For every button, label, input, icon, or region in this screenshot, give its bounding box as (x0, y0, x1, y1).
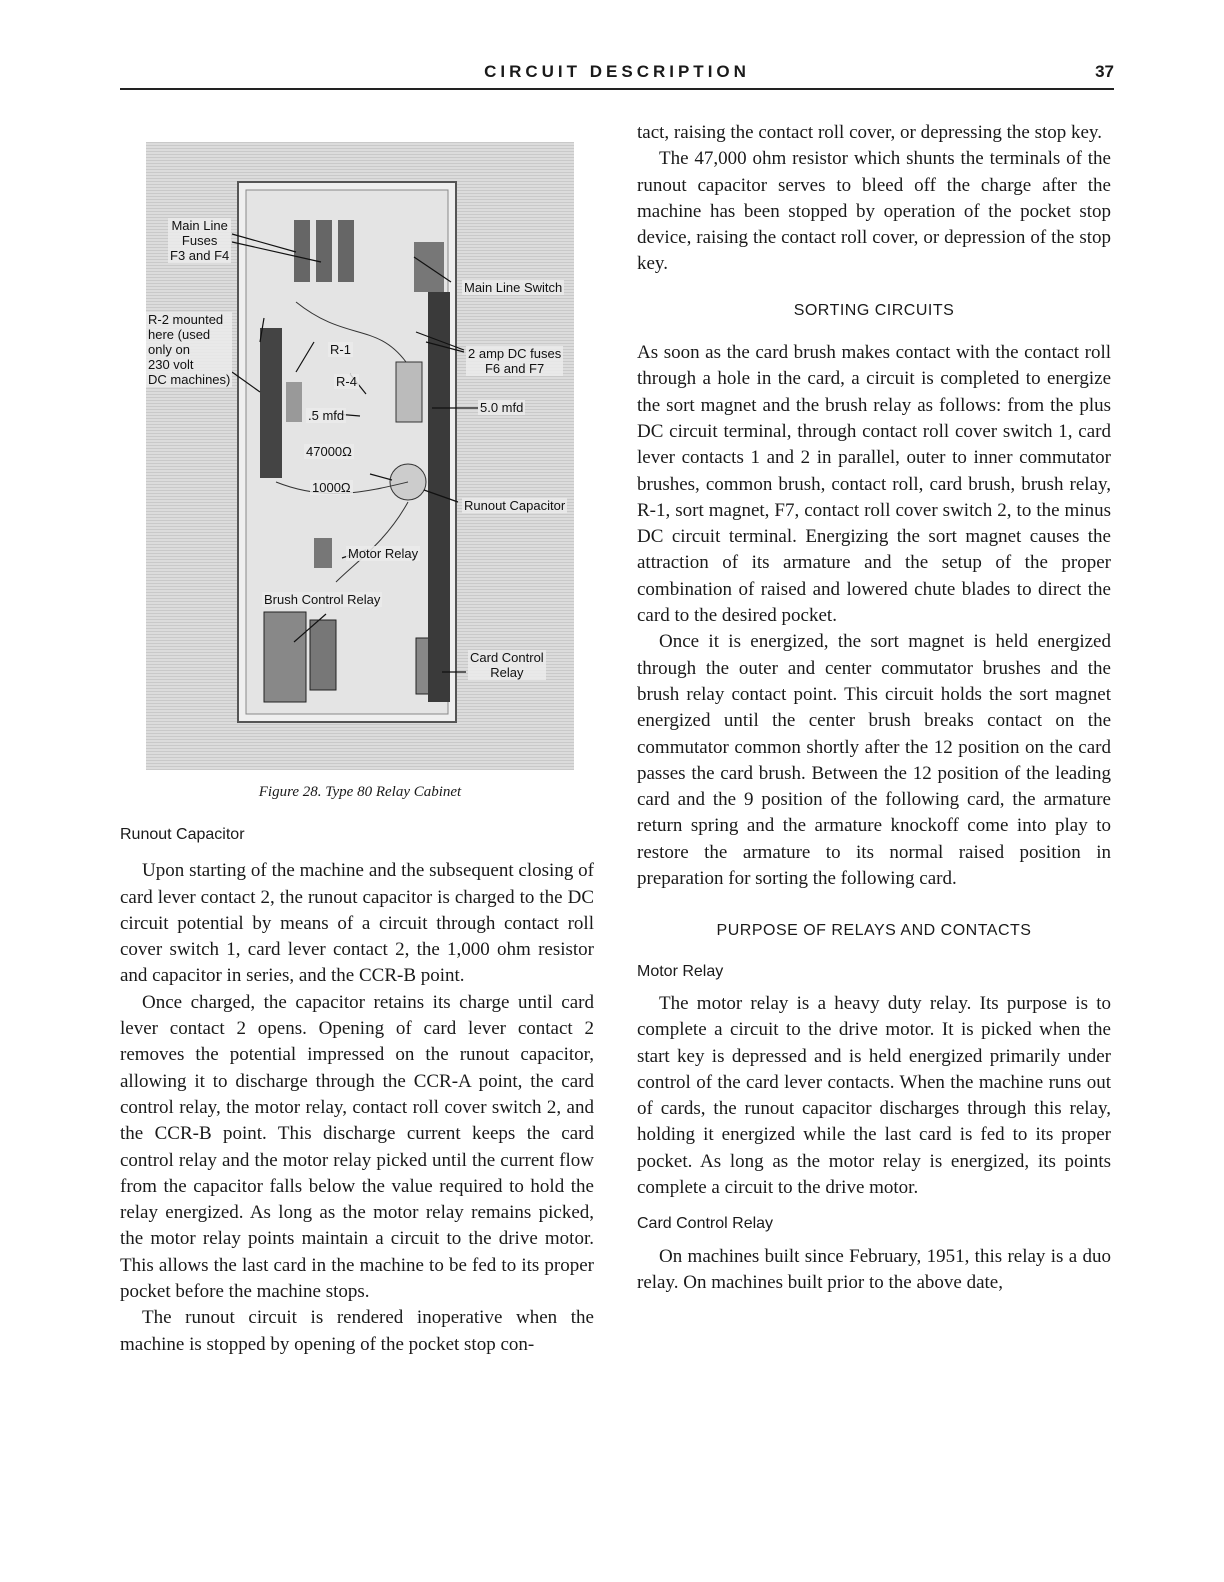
page-header (120, 60, 1114, 90)
heading-purpose-of-relays: PURPOSE OF RELAYS AND CONTACTS (716, 922, 1032, 940)
paragraph: tact, raising the contact roll cover, or depressing the stop key. (637, 122, 1102, 143)
label-r2-mounted: R-2 mounted here (used only on 230 volt DC machines) (148, 312, 231, 387)
label-dc-fuses: 2 amp DC fuses F6 and F7 (468, 346, 562, 376)
paragraph: As soon as the card brush makes contact with the contact roll through a hole in the card, a circuit is completed to energize the sort magnet and the brush relay as follows: from the plus DC circuit terminal, through contact roll cover switch 1, card lever contacts 1 and 2 in parallel, outer to inner commutator brushes, common brush, contact roll, card brush, brush relay, R-1, sort magnet, F7, contact roll cover switch 2, to the minus DC circuit terminal. Energizing the sort magnet causes the attraction of its armature and the setup of the proper combination of raised and lowered chute blades to direct the card to the desired pocket. (637, 342, 1111, 627)
paragraph: Upon starting of the machine and the subsequent closing of card lever contact 2, the runout capacitor is charged to the DC circuit potential by means of a circuit through contact roll cover switch 1, card lever contact 2, the 1,000 ohm resistor and capacitor in series, and the CCR-B point. (120, 860, 594, 987)
heading-motor-relay: Motor Relay (637, 962, 724, 980)
right-column (637, 120, 1111, 1296)
label-r4: R-4 (336, 374, 357, 389)
paragraph: Once charged, the capacitor retains its charge until card lever contact 2 opens. Opening of card lever contact 2 removes the potential impressed on the runout capacitor, allowing it to discharge through the CCR-A point, the card control relay, the motor relay, contact roll cover switch 2, and the CCR-B point. This discharge current keeps the card control relay and the motor relay picked until the current flow from the capacitor falls below the value required to hold the relay energized. As long as the motor relay remains picked, the motor relay points maintain a circuit to the drive motor. This allows the last card in the machine to be fed to its proper pocket before the machine stops. (120, 991, 594, 1303)
heading-card-control-relay: Card Control Relay (637, 1215, 774, 1233)
label-47000-ohm: 47000Ω (306, 444, 352, 459)
label-1000-ohm: 1000Ω (312, 480, 351, 495)
label-motor-relay: Motor Relay (348, 546, 419, 561)
label-r1: R-1 (330, 342, 351, 357)
paragraph: Once it is energized, the sort magnet is held energized through the outer and center commutator brushes and the brush relay contact point. This circuit holds the sort magnet energized until the center brush breaks contact on the commutator common shortly after the 12 position on the card passes the card brush. Between the 12 position of the leading card and the 9 position of the following card, the armature return spring and the armature knockoff come into play to restore the armature to its normal raised position in preparation for sorting the following card. (637, 631, 1111, 890)
heading-sorting-circuits: SORTING CIRCUITS (793, 301, 955, 319)
page-number: 37 (1095, 62, 1114, 81)
left-column (120, 822, 594, 1358)
paragraph: The runout circuit is rendered inoperative when the machine is stopped by opening of the pocket stop con- (120, 1307, 594, 1355)
paragraph: On machines built since February, 1951, this relay is a duo relay. On machines built prior to the above date, (637, 1245, 1111, 1293)
heading-runout-capacitor: Runout Capacitor (120, 826, 245, 843)
paragraph: The motor relay is a heavy duty relay. Its purpose is to complete a circuit to the drive motor. It is picked when the start key is depressed and is held energized primarily under control of the card lever contacts. When the machine runs out of cards, the runout capacitor discharges through this relay, holding it energized while the last card is fed to its proper pocket. As long as the motor relay is energized, its points complete a circuit to the drive motor. (637, 992, 1111, 1198)
label-main-line-fuses: Main Line Fuses F3 and F4 (170, 218, 230, 263)
running-title: CIRCUIT DESCRIPTION (484, 62, 750, 81)
label-runout-capacitor: Runout Capacitor (464, 498, 566, 513)
label-05-mfd: .5 mfd (308, 408, 345, 423)
paragraph: The 47,000 ohm resistor which shunts the terminals of the runout capacitor serves to bleed off the charge after the machine has been stopped by operation of the pocket stop device, raising the contact roll cover, or depression of the stop key. (637, 148, 1111, 275)
label-card-control-relay: Card Control Relay (470, 650, 544, 680)
figure-caption: Figure 28. Type 80 Relay Cabinet (258, 784, 462, 800)
label-brush-control-relay: Brush Control Relay (264, 592, 381, 607)
label-main-line-switch: Main Line Switch (464, 280, 563, 295)
relay-cabinet-photo (146, 142, 574, 770)
label-50-mfd: 5.0 mfd (480, 400, 524, 415)
